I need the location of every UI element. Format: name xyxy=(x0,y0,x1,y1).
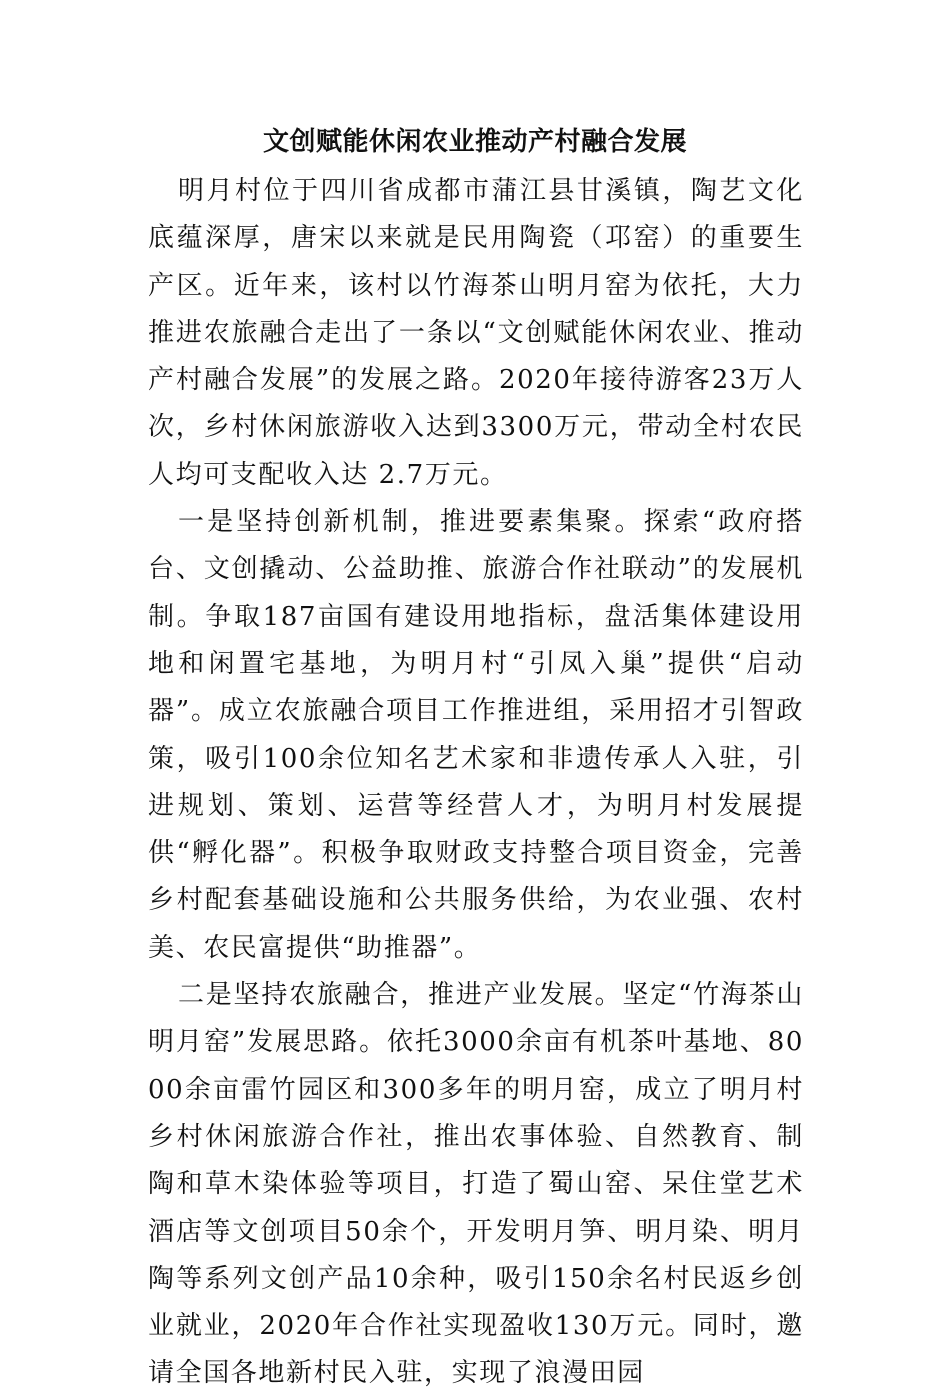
paragraph-mechanism: 一是坚持创新机制，推进要素集聚。探索“政府搭台、文创撬动、公益助推、旅游合作社联动”的发展机制。争取187亩国有建设用地指标，盘活集体建设用地和闲置宅基地，为明月村“引凤入巢”提供“启动器”。成立农旅融合项目工作推进组，采用招才引智政策，吸引100余位知名艺术家和非遗传承人入驻，引进规划、策划、运营等经营人才，为明月村发展提供“孵化器”。积极争取财政支持整合项目资金，完善乡村配套基础设施和公共服务供给，为农业强、农村美、农民富提供“助推器”。 xyxy=(148,507,804,963)
paragraph-intro: 明月村位于四川省成都市蒲江县甘溪镇，陶艺文化底蕴深厚，唐宋以来就是民用陶瓷（邛窑）的重要生产区。近年来，该村以竹海茶山明月窑为依托，大力推进农旅融合走出了一条以“文创赋能休闲农业、推动产村融合发展”的发展之路。2020年接待游客23万人次，乡村休闲旅游收入达到3300万元，带动全村农民人均可支配收入达 2.7万元。 xyxy=(148,176,804,490)
paragraph-industry: 二是坚持农旅融合，推进产业发展。坚定“竹海茶山明月窑”发展思路。依托3000余亩有机茶叶基地、8000余亩雷竹园区和300多年的明月窑，成立了明月村乡村休闲旅游合作社，推出农事体验、自然教育、制陶和草木染体验等项目，打造了蜀山窑、呆住堂艺术酒店等文创项目50余个，开发明月笋、明月染、明月陶等系列文创产品10余种，吸引150余名村民返乡创业就业，2020年合作社实现盈收130万元。同时，邀请全国各地新村民入驻，实现了浪漫田园 xyxy=(148,980,804,1389)
document-title: 文创赋能休闲农业推动产村融合发展 xyxy=(262,127,687,157)
document-body xyxy=(148,168,804,1398)
